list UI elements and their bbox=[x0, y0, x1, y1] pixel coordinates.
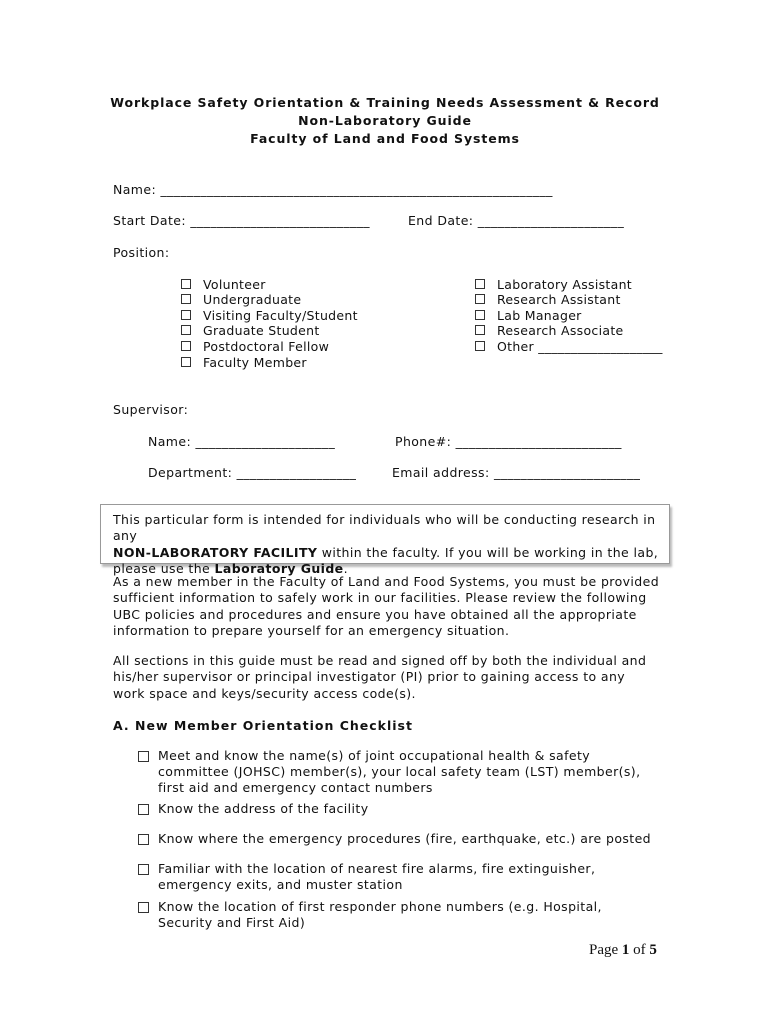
supervisor-department-field[interactable]: Department: __________________ bbox=[148, 465, 357, 480]
checkbox-icon[interactable] bbox=[138, 804, 149, 815]
position-option[interactable]: Visiting Faculty/Student bbox=[181, 308, 358, 323]
position-option[interactable]: Undergraduate bbox=[181, 292, 301, 307]
position-option[interactable]: Research Assistant bbox=[475, 292, 621, 307]
end-date-field[interactable]: End Date: ______________________ bbox=[408, 213, 625, 228]
position-option[interactable]: Postdoctoral Fellow bbox=[181, 339, 329, 354]
position-option[interactable]: Lab Manager bbox=[475, 308, 582, 323]
checkbox-icon[interactable] bbox=[181, 279, 191, 289]
checkbox-icon[interactable] bbox=[475, 294, 485, 304]
signoff-paragraph: All sections in this guide must be read and signed off by both the individual and his/her supervisor or principal investigator (PI) prior to gaining access to any work space and keys/security access code(s). bbox=[113, 653, 647, 701]
checkbox-icon[interactable] bbox=[138, 864, 149, 875]
supervisor-phone-field[interactable]: Phone#: _________________________ bbox=[395, 434, 622, 449]
checklist-item[interactable]: Know where the emergency procedures (fire, earthquake, etc.) are posted bbox=[138, 831, 658, 847]
checklist-item[interactable]: Meet and know the name(s) of joint occupational health & safety committee (JOHSC) member(s), your local safety team (LST) member(s), first aid and emergency contact numbers bbox=[138, 748, 658, 796]
notice-text: This particular form is intended for individuals who will be conducting research in any NON-LABORATORY FACILITY within the faculty. If you will be working in the lab, please use the Laboratory Guide. bbox=[113, 512, 659, 576]
document-title-line3: Faculty of Land and Food Systems bbox=[250, 131, 520, 146]
checkbox-icon[interactable] bbox=[181, 357, 191, 367]
position-option[interactable]: Research Associate bbox=[475, 323, 624, 338]
checkbox-icon[interactable] bbox=[181, 294, 191, 304]
checkbox-icon[interactable] bbox=[181, 325, 191, 335]
checklist-item[interactable]: Familiar with the location of nearest fire alarms, fire extinguisher, emergency exits, and muster station bbox=[138, 861, 658, 893]
supervisor-label: Supervisor: bbox=[113, 402, 189, 417]
checkbox-icon[interactable] bbox=[181, 310, 191, 320]
checkbox-icon[interactable] bbox=[475, 325, 485, 335]
name-field[interactable]: Name: ___________________________________________________________ bbox=[113, 182, 553, 197]
checklist-item[interactable]: Know the location of first responder phone numbers (e.g. Hospital, Security and First Aid) bbox=[138, 899, 658, 931]
checkbox-icon[interactable] bbox=[138, 751, 149, 762]
position-option[interactable]: Graduate Student bbox=[181, 323, 320, 338]
position-option[interactable]: Faculty Member bbox=[181, 355, 307, 370]
document-title-line2: Non-Laboratory Guide bbox=[298, 113, 472, 128]
checkbox-icon[interactable] bbox=[181, 341, 191, 351]
checkbox-icon[interactable] bbox=[138, 834, 149, 845]
checkbox-icon[interactable] bbox=[475, 310, 485, 320]
position-option[interactable]: Other ___________________ bbox=[475, 339, 663, 354]
section-a-heading: A. New Member Orientation Checklist bbox=[113, 718, 413, 733]
position-option[interactable]: Volunteer bbox=[181, 277, 266, 292]
checklist-item[interactable]: Know the address of the facility bbox=[138, 801, 658, 817]
document-title-line1: Workplace Safety Orientation & Training Needs Assessment & Record bbox=[110, 95, 660, 110]
page-number: Page 1 of 5 bbox=[589, 942, 657, 958]
start-date-field[interactable]: Start Date: ___________________________ bbox=[113, 213, 370, 228]
checkbox-icon[interactable] bbox=[138, 902, 149, 913]
intro-paragraph: As a new member in the Faculty of Land and Food Systems, you must be provided sufficient information to safely work in our facilities. Please review the following UBC policies and procedures and ensure you have obtained all the appropriate information to prepare yourself for an emergency situation. bbox=[113, 574, 660, 638]
supervisor-email-field[interactable]: Email address: ______________________ bbox=[392, 465, 641, 480]
position-label: Position: bbox=[113, 245, 170, 260]
checkbox-icon[interactable] bbox=[475, 279, 485, 289]
supervisor-name-field[interactable]: Name: _____________________ bbox=[148, 434, 336, 449]
position-option[interactable]: Laboratory Assistant bbox=[475, 277, 632, 292]
checkbox-icon[interactable] bbox=[475, 341, 485, 351]
